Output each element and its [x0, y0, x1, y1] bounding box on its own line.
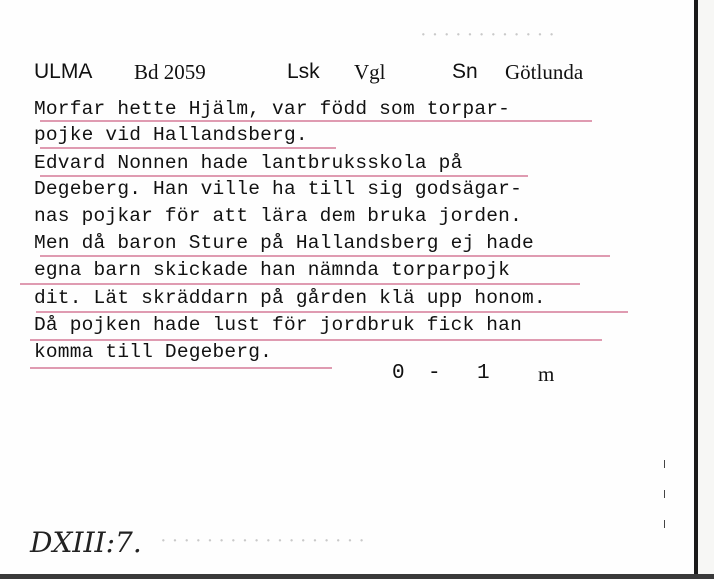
parish-code: Sn: [452, 60, 478, 83]
underline-1: [40, 120, 592, 122]
show-through-text-bottom: · · · · · · · · · · · · · · · · · ·: [160, 530, 365, 552]
underline-2: [40, 147, 336, 149]
body-line-5: nas pojkar för att lära dem bruka jorden.: [34, 205, 522, 227]
body-line-9: Då pojken hade lust för jordbruk fick han: [34, 314, 522, 336]
margin-tick: [664, 460, 665, 468]
body-line-3: Edvard Nonnen hade lantbruksskola på: [34, 152, 463, 174]
extent-to: 1: [477, 362, 490, 385]
body-line-7: egna barn skickade han nämnda torparpojk: [34, 259, 511, 281]
card-right-border: [694, 0, 698, 579]
body-line-10: komma till Degeberg.: [34, 341, 273, 363]
extent-unit: m: [538, 362, 555, 386]
body-line-2: pojke vid Hallandsberg.: [34, 124, 308, 146]
underline-10: [30, 367, 332, 369]
margin-tick: [664, 490, 665, 498]
body-line-8: dit. Lät skräddarn på gården klä upp honom.: [34, 287, 546, 309]
handwritten-signature: DXIII:7.: [30, 526, 142, 559]
underline-3: [40, 175, 528, 177]
body-line-4: Degeberg. Han ville ha till sig godsägar-: [34, 178, 522, 200]
extent-from: 0: [392, 362, 405, 385]
extent-dash: -: [428, 362, 441, 385]
card-right-edge: [698, 0, 714, 579]
parish-name: Götlunda: [505, 60, 584, 84]
province-code: Lsk: [287, 60, 320, 83]
body-line-6: Men då baron Sture på Hallandsberg ej hade: [34, 232, 534, 254]
volume-number: Bd 2059: [134, 60, 206, 84]
underline-8: [36, 311, 628, 313]
archive-code: ULMA: [34, 60, 93, 83]
show-through-text: · · · · · · · · · · · ·: [420, 24, 555, 46]
underline-7: [20, 283, 580, 285]
district-code: Vgl: [354, 60, 386, 84]
margin-tick: [664, 520, 665, 528]
card-bottom-shadow: [0, 574, 714, 579]
body-line-1: Morfar hette Hjälm, var född som torpar-: [34, 98, 511, 120]
underline-6: [40, 255, 610, 257]
underline-9: [30, 339, 602, 341]
